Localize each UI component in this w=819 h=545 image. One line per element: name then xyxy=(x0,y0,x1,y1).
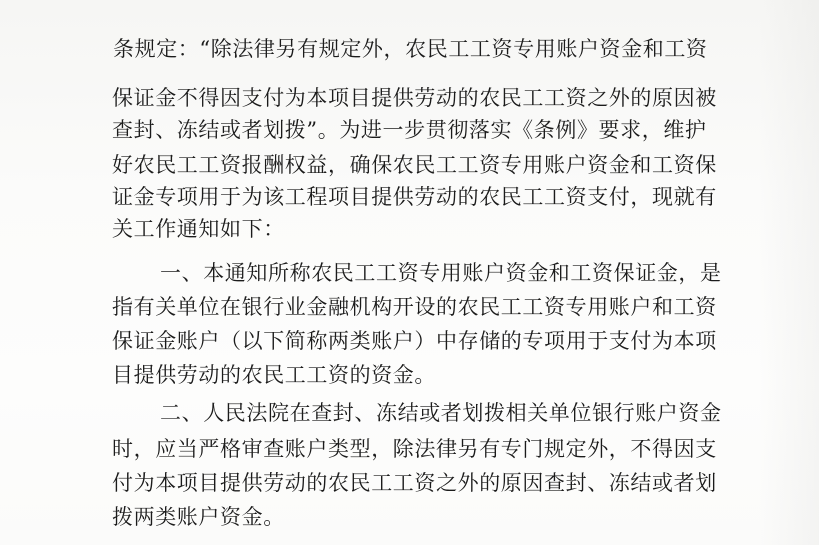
text-line: 付为本项目提供劳动的农民工工资之外的原因查封、冻结或者划 xyxy=(112,471,717,495)
text-line: 好农民工工资报酬权益，确保农民工工资专用账户资金和工资保 xyxy=(112,153,717,177)
text-line: 指有关单位在银行业金融机构开设的农民工工资专用账户和工资 xyxy=(112,295,717,319)
text-line: 条规定：“除法律另有规定外，农民工工资专用账户资金和工资 xyxy=(113,37,708,61)
text-line: 时，应当严格审查账户类型，除法律另有专门规定外，不得因支 xyxy=(112,437,717,461)
text-line: 目提供劳动的农民工工资的资金。 xyxy=(112,363,436,387)
text-line: 证金专项用于为该工程项目提供劳动的农民工工资支付，现就有 xyxy=(112,185,717,209)
text-line: 保证金账户（以下简称两类账户）中存储的专项用于支付为本项 xyxy=(112,329,717,353)
text-line: 关工作通知如下： xyxy=(112,217,285,241)
text-line: 查封、冻结或者划拨”。为进一步贯彻落实《条例》要求，维护 xyxy=(112,118,707,142)
paragraph-one-first-line: 一、本通知所称农民工工资专用账户资金和工资保证金，是 xyxy=(160,261,722,285)
text-line: 拨两类账户资金。 xyxy=(112,505,285,529)
paragraph-two-first-line: 二、人民法院在查封、冻结或者划拨相关单位银行账户资金 xyxy=(160,401,722,425)
text-line: 保证金不得因支付为本项目提供劳动的农民工工资之外的原因被 xyxy=(112,86,717,110)
page-shadow xyxy=(759,0,819,545)
